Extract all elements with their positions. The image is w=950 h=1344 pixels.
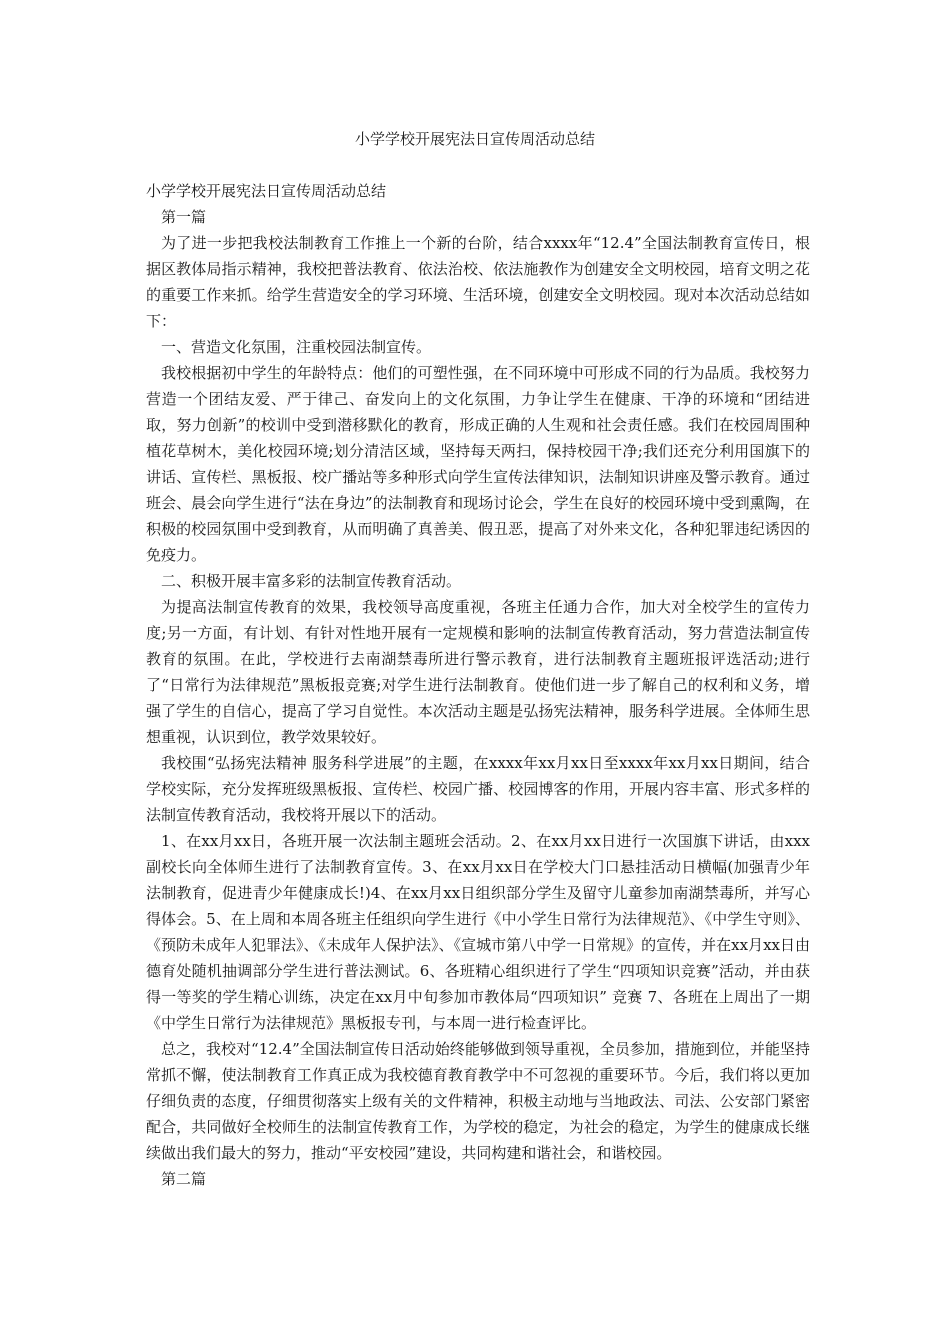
paragraph-heading-culture: 一、营造文化氛围，注重校园法制宣传。 xyxy=(161,338,432,356)
paragraph-section-2-heading: 第二篇 xyxy=(161,1170,207,1188)
document-title: 小学学校开展宪法日宣传周活动总结 xyxy=(354,130,595,148)
document-subtitle: 小学学校开展宪法日宣传周活动总结 xyxy=(146,182,387,200)
paragraph-activity-list: 1、在xx月xx日，各班开展一次法制主题班会活动。2、在xx月xx日进行一次国旗下讲话，由xxx副校长向全体师生进行了法制教育宣传。3、在xx月xx日在学校大门口悬挂活动日横幅(加强青少年法制教育，促进青少年健康成长!)4、在xx月xx日组织部分学生及留守儿童参加南湖禁毒所，并写心得体会。5、在上周和本周各班主任组织向学生进行《中小学生日常行为法律规范》、《中学生守则》、《预防未成年人犯罪法》、《未成年人保护法》、《宣城市第八中学一日常规》的宣传，并在xx月xx日由德育处随机抽调部分学生进行普法测试。6、各班精心组织进行了学生“四项知识竞赛”活动，并由获得一等奖的学生精心训练，决定在xx月中旬参加市教体局“四项知识” 竞赛 7、各班在上周出了一期《中学生日常行为法律规范》黑板报专刊，与本周一进行检查评比。 xyxy=(146,832,810,1032)
paragraph-heading-activities: 二、积极开展丰富多彩的法制宣传教育活动。 xyxy=(161,572,462,590)
paragraph-conclusion: 总之，我校对“12.4”全国法制宣传日活动始终能够做到领导重视，全员参加，措施到位，并能坚持常抓不懈，使法制教育工作真正成为我校德育教育教学中不可忽视的重要环节。今后，我们将以更加仔细负责的态度，仔细贯彻落实上级有关的文件精神，积极主动地与当地政法、司法、公安部门紧密配合，共同做好全校师生的法制宣传教育工作，为学校的稳定，为社会的稳定，为学生的健康成长继续做出我们最大的努力，推动“平安校园”建设，共同构建和谐社会，和谐校园。 xyxy=(146,1040,810,1162)
paragraph-culture: 我校根据初中学生的年龄特点：他们的可塑性强，在不同环境中可形成不同的行为品质。我校努力营造一个团结友爱、严于律己、奋发向上的文化氛围，力争让学生在健康、干净的环境和“团结进取，努力创新”的校训中受到潜移默化的教育，形成正确的人生观和社会责任感。我们在校园周围种植花草树木，美化校园环境;划分清洁区域，坚持每天两扫，保持校园干净;我们还充分利用国旗下的讲话、宣传栏、黑板报、校广播站等多种形式向学生宣传法律知识，法制知识讲座及警示教育。通过班会、晨会向学生进行“法在身边”的法制教育和现场讨论会，学生在良好的校园环境中受到熏陶，在积极的校园氛围中受到教育，从而明确了真善美、假丑恶，提高了对外来文化，各种犯罪违纪诱因的免疫力。 xyxy=(146,364,810,564)
paragraph-intro: 为了进一步把我校法制教育工作推上一个新的台阶，结合xxxx年“12.4”全国法制教育宣传日，根据区教体局指示精神，我校把普法教育、依法治校、依法施教作为创建安全文明校园，培育文明之花的重要工作来抓。给学生营造安全的学习环境、生活环境，创建安全文明校园。现对本次活动总结如下： xyxy=(146,234,810,330)
paragraph-theme: 我校围“弘扬宪法精神 服务科学进展”的主题，在xxxx年xx月xx日至xxxx年xx月xx日期间，结合学校实际，充分发挥班级黑板报、宣传栏、校园广播、校园博客的作用，开展内容丰富、形式多样的法制宣传教育活动，我校将开展以下的活动。 xyxy=(146,754,810,824)
paragraph-section-1-heading: 第一篇 xyxy=(161,208,207,226)
paragraph-activities: 为提高法制宣传教育的效果，我校领导高度重视，各班主任通力合作，加大对全校学生的宣传力度;另一方面，有计划、有针对性地开展有一定规模和影响的法制宣传教育活动，努力营造法制宣传教育的氛围。在此，学校进行去南湖禁毒所进行警示教育，进行法制教育主题班报评选活动;进行了“日常行为法律规范”黑板报竞赛;对学生进行法制教育。使他们进一步了解自己的权利和义务，增强了学生的自信心，提高了学习自觉性。本次活动主题是弘扬宪法精神，服务科学进展。全体师生思想重视，认识到位，教学效果较好。 xyxy=(146,598,810,746)
document-body xyxy=(146,178,810,1192)
